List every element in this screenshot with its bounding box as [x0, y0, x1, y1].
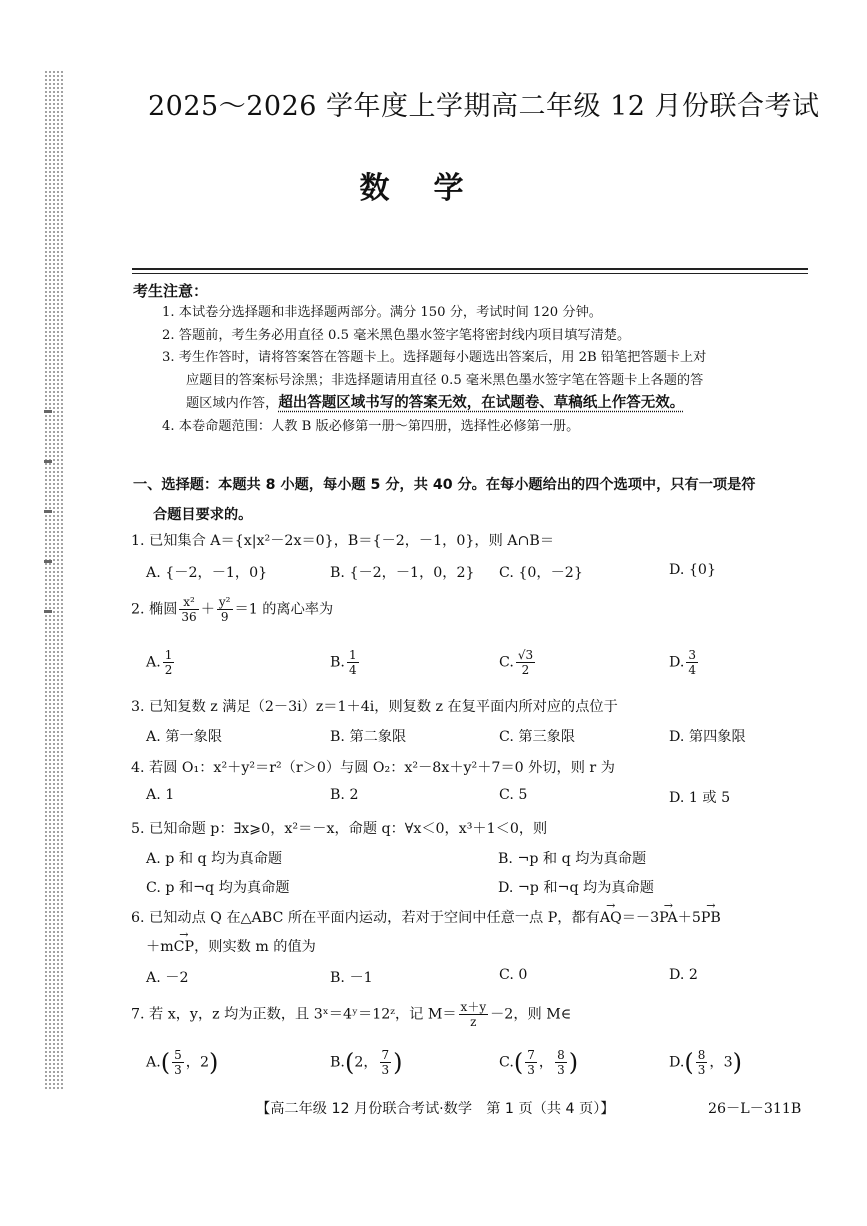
question-2-option-d [669, 648, 700, 677]
q7-c-sep: ， [538, 1054, 554, 1071]
question-5-option-d: D. ¬p 和¬q 均为真命题 [498, 880, 654, 896]
question-7-option-a [146, 1048, 218, 1077]
notice-item-1: 1. 本试卷分选择题和非选择题两部分。满分 150 分，考试时间 120 分钟。 [162, 305, 602, 320]
footer-code: 26－L－311B [708, 1101, 802, 1117]
question-2-stem [131, 595, 821, 624]
question-4-stem: 4. 若圆 O₁：x²＋y²＝r²（r＞0）与圆 O₂：x²－8x＋y²＋7＝0 外切，则 r 为 [131, 760, 615, 776]
q6-vector-pb: → PB [701, 910, 721, 926]
question-5-option-b: B. ¬p 和 q 均为真命题 [498, 851, 647, 867]
q7-a-num: 5 [174, 1048, 182, 1062]
q2-pre: 2. 椭圆 [131, 601, 178, 618]
q7-stem-end: －2，则 M∈ [490, 1006, 572, 1023]
q2-b-num: 1 [348, 648, 357, 662]
question-5-option-a: A. p 和 q 均为真命题 [146, 851, 283, 867]
q2-a-num: 1 [164, 648, 173, 662]
q7-d-right: ，3 [709, 1054, 733, 1071]
q7-a-rparen: ) [209, 1048, 219, 1077]
question-6-option-d: D. 2 [669, 967, 698, 983]
notice-item-2: 2. 答题前，考生务必用直径 0.5 毫米黑色墨水签字笔将密封线内项目填写清楚。 [162, 327, 631, 343]
q7-b-lparen: ( [344, 1048, 355, 1077]
q7-b-num: 7 [381, 1048, 390, 1062]
q2-c-den: 2 [521, 663, 530, 677]
question-3-stem: 3. 已知复数 z 满足（2－3i）z＝1＋4i，则复数 z 在复平面内所对应的点位于 [131, 699, 618, 715]
question-6-stem [131, 907, 821, 927]
question-3-option-d: D. 第四象限 [669, 729, 746, 745]
q7-d-den: 3 [697, 1063, 706, 1077]
question-2-option-a [146, 648, 176, 677]
q7-d-rparen: ) [732, 1048, 742, 1077]
q2-plus: ＋ [200, 601, 215, 618]
q2-fraction-y [217, 595, 233, 624]
question-2-option-b [330, 648, 361, 677]
q2-f1-den: 36 [181, 610, 197, 624]
notice-item-4: 4. 本卷命题范围：人教 B 版必修第一册～第四册，选择性必修第一册。 [162, 418, 580, 434]
question-4-option-b: B. 2 [330, 787, 359, 803]
q2-c-num: √3 [517, 648, 534, 662]
q2-c-frac [516, 648, 535, 677]
notice-list [162, 302, 812, 438]
q2-fraction-x [179, 595, 198, 624]
q7-c-rparen: ) [568, 1048, 579, 1077]
question-6-option-a: A. －2 [146, 970, 189, 986]
q7-a-label: A. [146, 1054, 161, 1071]
q7-a-right: ，2 [185, 1054, 209, 1071]
q6-mid-1: ＝－3 [621, 910, 660, 926]
q7-c-lparen: ( [513, 1048, 524, 1077]
q7-c-frac-2 [555, 1048, 567, 1077]
question-7-option-d [669, 1048, 742, 1077]
q7-b-left: 2， [354, 1054, 378, 1071]
divider-thin [132, 273, 808, 274]
q2-f1-num: x² [179, 595, 198, 610]
question-6-stem-line-2 [146, 936, 836, 956]
question-3-option-b: B. 第二象限 [330, 729, 407, 745]
notice-heading: 考生注意： [133, 282, 209, 300]
q2-f2-den: 9 [220, 610, 229, 624]
question-1-option-c: C. {0，－2} [499, 565, 583, 581]
q7-frac-num: x＋y [460, 1000, 487, 1014]
q7-b-label: B. [330, 1054, 345, 1071]
q2-b-frac [347, 648, 359, 677]
q7-c-num-1: 7 [527, 1048, 535, 1062]
question-4-option-a: A. 1 [146, 787, 175, 803]
notice-item-3-cont2 [162, 392, 812, 416]
q6-stem-text: 6. 已知动点 Q 在△ABC 所在平面内运动，若对于空间中任意一点 P，都有 [131, 910, 600, 926]
q2-f2-num: y² [218, 595, 231, 609]
q2-d-den: 4 [688, 663, 697, 677]
question-4-option-d: D. 1 或 5 [669, 790, 731, 806]
question-4-option-c: C. 5 [499, 787, 528, 803]
q7-fraction [459, 1000, 489, 1029]
q7-c-num-2: 8 [557, 1048, 565, 1062]
q2-d-label: D. [669, 654, 685, 671]
q6-line2-post: ，则实数 m 的值为 [194, 939, 316, 955]
q6-vector-pa: → PA [659, 910, 678, 926]
notice-emphasis: 超出答题区域书写的答案无效，在试题卷、草稿纸上作答无效。 [278, 395, 685, 411]
q2-d-num: 3 [688, 648, 697, 662]
q7-d-num: 8 [697, 1048, 706, 1062]
q2-a-label: A. [146, 654, 161, 671]
subject-title: 数学 [359, 171, 508, 206]
q7-c-den-2: 3 [557, 1063, 565, 1077]
q2-a-frac [163, 648, 175, 677]
question-6-option-c: C. 0 [499, 967, 528, 983]
q7-frac-den: z [470, 1015, 477, 1029]
q6-vector-cp: → CP [174, 939, 194, 955]
question-7-stem [131, 1000, 821, 1029]
q7-a-lparen: ( [160, 1048, 171, 1077]
q7-d-lparen: ( [684, 1048, 694, 1077]
question-1-stem: 1. 已知集合 A＝{x|x²－2x＝0}，B＝{－2，－1，0}，则 A∩B＝ [131, 533, 555, 549]
q7-a-frac [172, 1048, 184, 1077]
q7-d-frac [696, 1048, 708, 1077]
q7-c-frac-1 [525, 1048, 537, 1077]
q7-a-den: 3 [174, 1063, 182, 1077]
question-7-option-b [330, 1048, 403, 1077]
q6-vector-aq: → AQ [600, 910, 622, 926]
q2-post: ＝1 的离心率为 [234, 601, 334, 618]
question-1-option-a: A. {－2，－1，0} [146, 565, 268, 581]
notice-item-3: 3. 考生作答时，请将答案答在答题卡上。选择题每小题选出答案后，用 2B 铅笔把答题卡上对 [162, 350, 707, 365]
q7-c-label: C. [499, 1054, 514, 1071]
question-5-stem: 5. 已知命题 p：∃x⩾0，x²＝－x，命题 q：∀x＜0，x³＋1＜0，则 [131, 821, 548, 837]
question-7-option-c [499, 1048, 578, 1077]
q7-b-den: 3 [381, 1063, 390, 1077]
footer-page-info: 【高二年级 12 月份联合考试·数学 第 1 页（共 4 页）】 [256, 1101, 615, 1117]
question-5-option-c: C. p 和¬q 均为真命题 [146, 880, 290, 896]
notice-item-3-text: 题区域内作答， [186, 396, 279, 411]
q2-c-label: C. [499, 654, 514, 671]
divider-thick [132, 268, 808, 270]
q6-mid-2: ＋5 [677, 910, 701, 926]
exam-title: 2025～2026 学年度上学期高二年级 12 月份联合考试 [148, 91, 820, 122]
question-6-option-b: B. －1 [330, 970, 373, 986]
seal-line-marks [38, 400, 60, 660]
question-3-option-a: A. 第一象限 [146, 729, 223, 745]
q7-c-den-1: 3 [527, 1063, 535, 1077]
question-1-option-d: D. {0} [669, 562, 716, 578]
section-heading [133, 470, 813, 530]
q2-b-den: 4 [348, 663, 357, 677]
q7-b-frac [380, 1048, 392, 1077]
q2-d-frac [686, 648, 698, 677]
notice-item-3-cont: 应题目的答案标号涂黑；非选择题请用直径 0.5 毫米黑色墨水签字笔在答题卡上各题的答 [186, 372, 704, 388]
q7-b-rparen: ) [393, 1048, 403, 1077]
question-2-option-c [499, 648, 537, 677]
q7-stem-text: 7. 若 x，y，z 均为正数，且 3ˣ＝4ʸ＝12ᶻ，记 M＝ [131, 1006, 457, 1023]
section-heading-line-1: 一、选择题：本题共 8 小题，每小题 5 分，共 40 分。在每小题给出的四个选项中，只有一项是符 [133, 477, 756, 493]
section-heading-line-2: 合题目要求的。 [153, 507, 253, 523]
question-1-option-b: B. {－2，－1，0，2} [330, 565, 475, 581]
q2-a-den: 2 [164, 663, 173, 677]
q7-d-label: D. [669, 1054, 685, 1071]
q2-b-label: B. [330, 654, 345, 671]
question-3-option-c: C. 第三象限 [499, 729, 576, 745]
q6-line2-pre: ＋m [146, 939, 174, 955]
